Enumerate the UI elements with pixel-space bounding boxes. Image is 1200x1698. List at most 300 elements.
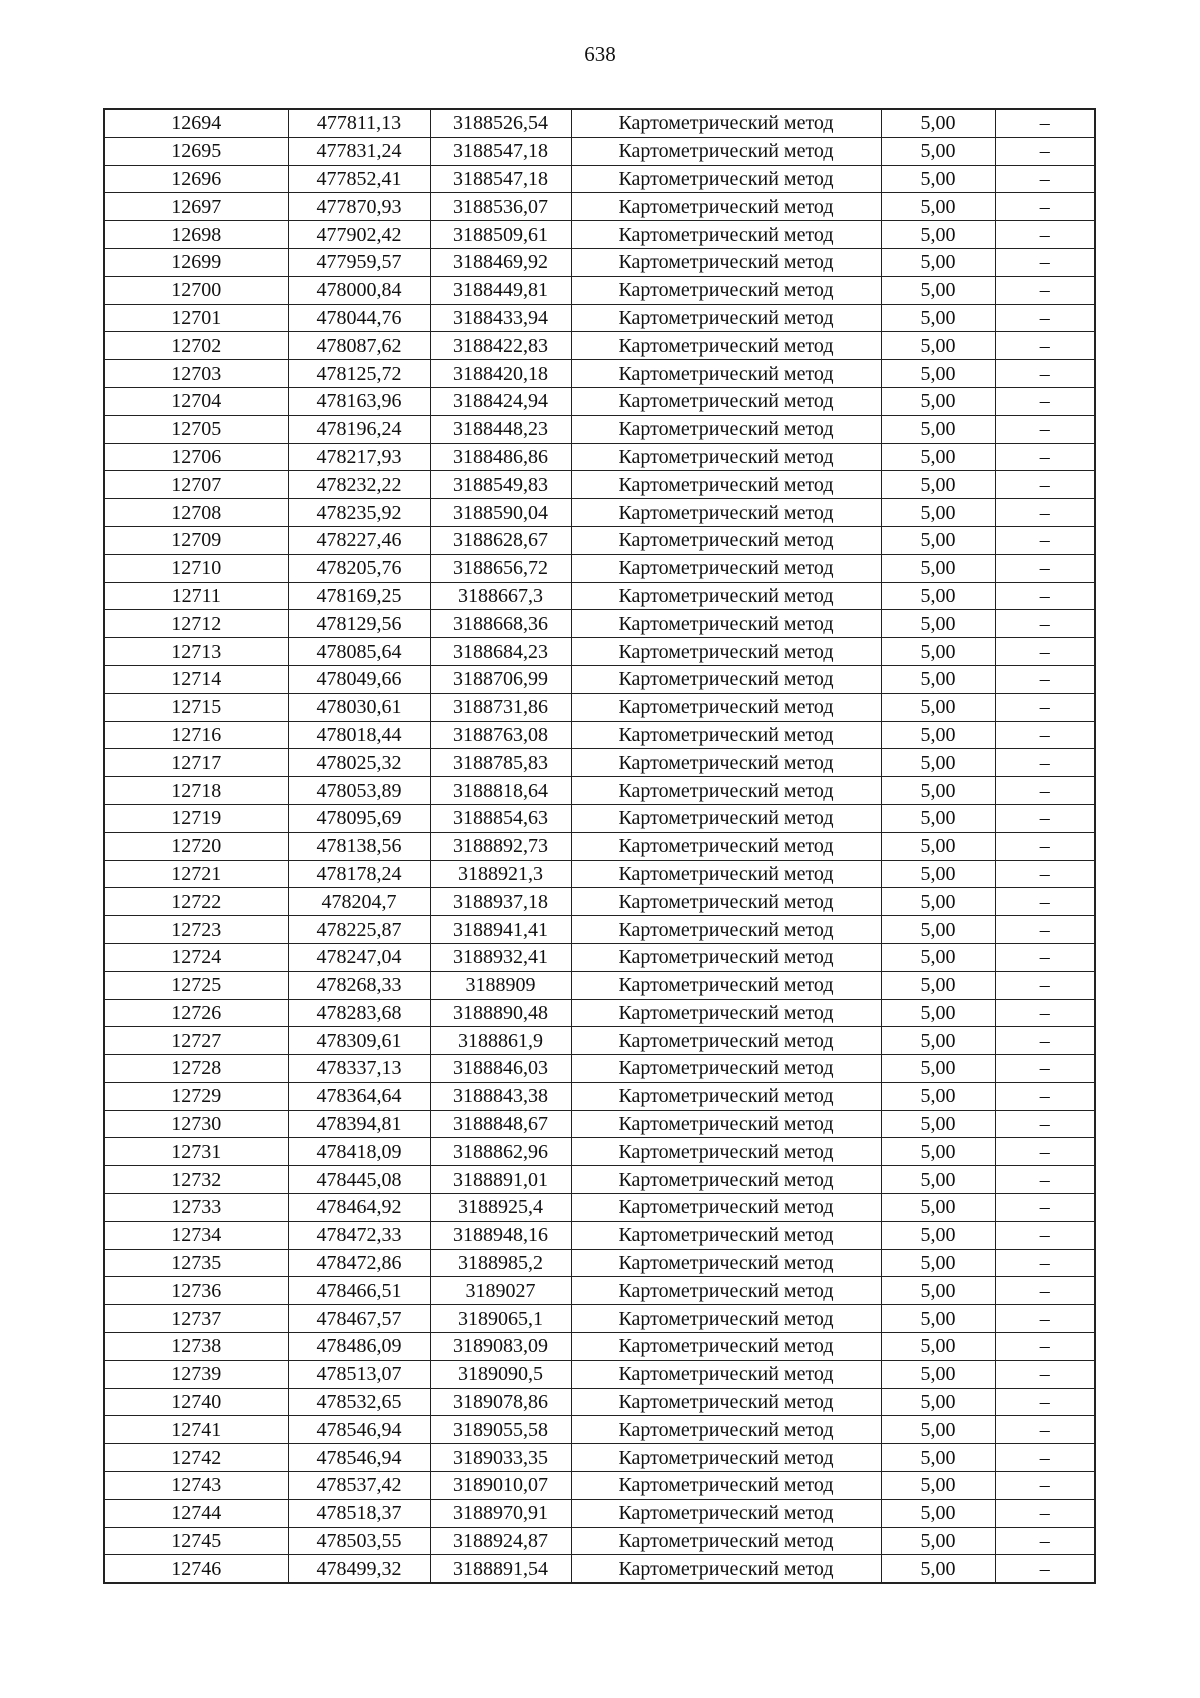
point-number-cell: 12734 <box>104 1221 288 1249</box>
note-cell: – <box>995 1499 1095 1527</box>
accuracy-cell: 5,00 <box>881 554 995 582</box>
accuracy-cell: 5,00 <box>881 1027 995 1055</box>
method-cell: Картометрический метод <box>571 499 881 527</box>
y-coordinate-cell: 3188948,16 <box>430 1221 571 1249</box>
accuracy-cell: 5,00 <box>881 443 995 471</box>
accuracy-cell: 5,00 <box>881 582 995 610</box>
y-coordinate-cell: 3188843,38 <box>430 1082 571 1110</box>
accuracy-cell: 5,00 <box>881 749 995 777</box>
method-cell: Картометрический метод <box>571 193 881 221</box>
x-coordinate-cell: 478247,04 <box>288 943 430 971</box>
method-cell: Картометрический метод <box>571 582 881 610</box>
note-cell: – <box>995 1221 1095 1249</box>
accuracy-cell: 5,00 <box>881 860 995 888</box>
point-number-cell: 12711 <box>104 582 288 610</box>
method-cell: Картометрический метод <box>571 526 881 554</box>
accuracy-cell: 5,00 <box>881 1555 995 1583</box>
x-coordinate-cell: 478125,72 <box>288 360 430 388</box>
point-number-cell: 12720 <box>104 832 288 860</box>
y-coordinate-cell: 3188921,3 <box>430 860 571 888</box>
accuracy-cell: 5,00 <box>881 916 995 944</box>
accuracy-cell: 5,00 <box>881 721 995 749</box>
method-cell: Картометрический метод <box>571 721 881 749</box>
accuracy-cell: 5,00 <box>881 1082 995 1110</box>
page-number: 638 <box>584 42 616 66</box>
y-coordinate-cell: 3188706,99 <box>430 665 571 693</box>
table-row <box>104 1166 1095 1194</box>
y-coordinate-cell: 3188763,08 <box>430 721 571 749</box>
accuracy-cell: 5,00 <box>881 1499 995 1527</box>
accuracy-cell: 5,00 <box>881 1249 995 1277</box>
point-number-cell: 12746 <box>104 1555 288 1583</box>
accuracy-cell: 5,00 <box>881 1416 995 1444</box>
point-number-cell: 12716 <box>104 721 288 749</box>
y-coordinate-cell: 3189083,09 <box>430 1333 571 1361</box>
note-cell: – <box>995 832 1095 860</box>
method-cell: Картометрический метод <box>571 471 881 499</box>
table-row <box>104 415 1095 443</box>
note-cell: – <box>995 610 1095 638</box>
x-coordinate-cell: 478532,65 <box>288 1388 430 1416</box>
note-cell: – <box>995 665 1095 693</box>
x-coordinate-cell: 477959,57 <box>288 248 430 276</box>
point-number-cell: 12742 <box>104 1444 288 1472</box>
y-coordinate-cell: 3189065,1 <box>430 1305 571 1333</box>
x-coordinate-cell: 478085,64 <box>288 638 430 666</box>
table-row <box>104 304 1095 332</box>
note-cell: – <box>995 638 1095 666</box>
x-coordinate-cell: 478464,92 <box>288 1194 430 1222</box>
x-coordinate-cell: 478025,32 <box>288 749 430 777</box>
note-cell: – <box>995 221 1095 249</box>
note-cell: – <box>995 693 1095 721</box>
table-row <box>104 638 1095 666</box>
y-coordinate-cell: 3188424,94 <box>430 387 571 415</box>
method-cell: Картометрический метод <box>571 165 881 193</box>
accuracy-cell: 5,00 <box>881 1221 995 1249</box>
x-coordinate-cell: 478227,46 <box>288 526 430 554</box>
accuracy-cell: 5,00 <box>881 693 995 721</box>
table-row <box>104 1527 1095 1555</box>
point-number-cell: 12705 <box>104 415 288 443</box>
method-cell: Картометрический метод <box>571 304 881 332</box>
note-cell: – <box>995 999 1095 1027</box>
accuracy-cell: 5,00 <box>881 360 995 388</box>
accuracy-cell: 5,00 <box>881 276 995 304</box>
x-coordinate-cell: 478364,64 <box>288 1082 430 1110</box>
y-coordinate-cell: 3188448,23 <box>430 415 571 443</box>
table-row <box>104 1138 1095 1166</box>
point-number-cell: 12719 <box>104 804 288 832</box>
point-number-cell: 12732 <box>104 1166 288 1194</box>
accuracy-cell: 5,00 <box>881 1305 995 1333</box>
table-row <box>104 943 1095 971</box>
accuracy-cell: 5,00 <box>881 221 995 249</box>
method-cell: Картометрический метод <box>571 610 881 638</box>
x-coordinate-cell: 478087,62 <box>288 332 430 360</box>
method-cell: Картометрический метод <box>571 1027 881 1055</box>
x-coordinate-cell: 478163,96 <box>288 387 430 415</box>
point-number-cell: 12722 <box>104 888 288 916</box>
accuracy-cell: 5,00 <box>881 665 995 693</box>
y-coordinate-cell: 3188526,54 <box>430 109 571 137</box>
point-number-cell: 12717 <box>104 749 288 777</box>
table-row <box>104 1305 1095 1333</box>
point-number-cell: 12709 <box>104 526 288 554</box>
y-coordinate-cell: 3188684,23 <box>430 638 571 666</box>
method-cell: Картометрический метод <box>571 749 881 777</box>
x-coordinate-cell: 478445,08 <box>288 1166 430 1194</box>
accuracy-cell: 5,00 <box>881 1388 995 1416</box>
table-row <box>104 916 1095 944</box>
note-cell: – <box>995 137 1095 165</box>
method-cell: Картометрический метод <box>571 1138 881 1166</box>
table-row <box>104 1360 1095 1388</box>
x-coordinate-cell: 477852,41 <box>288 165 430 193</box>
point-number-cell: 12707 <box>104 471 288 499</box>
note-cell: – <box>995 582 1095 610</box>
method-cell: Картометрический метод <box>571 443 881 471</box>
note-cell: – <box>995 860 1095 888</box>
y-coordinate-cell: 3189090,5 <box>430 1360 571 1388</box>
table-row <box>104 1472 1095 1500</box>
accuracy-cell: 5,00 <box>881 1360 995 1388</box>
x-coordinate-cell: 478217,93 <box>288 443 430 471</box>
point-number-cell: 12713 <box>104 638 288 666</box>
table-row <box>104 888 1095 916</box>
method-cell: Картометрический метод <box>571 1166 881 1194</box>
x-coordinate-cell: 478518,37 <box>288 1499 430 1527</box>
accuracy-cell: 5,00 <box>881 888 995 916</box>
table-row <box>104 360 1095 388</box>
note-cell: – <box>995 276 1095 304</box>
y-coordinate-cell: 3188420,18 <box>430 360 571 388</box>
table-row <box>104 777 1095 805</box>
note-cell: – <box>995 443 1095 471</box>
accuracy-cell: 5,00 <box>881 999 995 1027</box>
x-coordinate-cell: 478466,51 <box>288 1277 430 1305</box>
note-cell: – <box>995 248 1095 276</box>
accuracy-cell: 5,00 <box>881 610 995 638</box>
note-cell: – <box>995 1305 1095 1333</box>
accuracy-cell: 5,00 <box>881 804 995 832</box>
table-row <box>104 1416 1095 1444</box>
point-number-cell: 12708 <box>104 499 288 527</box>
point-number-cell: 12745 <box>104 1527 288 1555</box>
note-cell: – <box>995 554 1095 582</box>
table-row <box>104 1555 1095 1583</box>
table-row <box>104 1110 1095 1138</box>
note-cell: – <box>995 916 1095 944</box>
method-cell: Картометрический метод <box>571 1360 881 1388</box>
note-cell: – <box>995 1333 1095 1361</box>
note-cell: – <box>995 1138 1095 1166</box>
point-number-cell: 12726 <box>104 999 288 1027</box>
x-coordinate-cell: 478418,09 <box>288 1138 430 1166</box>
x-coordinate-cell: 478467,57 <box>288 1305 430 1333</box>
y-coordinate-cell: 3188785,83 <box>430 749 571 777</box>
note-cell: – <box>995 471 1095 499</box>
method-cell: Картометрический метод <box>571 860 881 888</box>
table-row <box>104 526 1095 554</box>
table-row <box>104 137 1095 165</box>
accuracy-cell: 5,00 <box>881 638 995 666</box>
accuracy-cell: 5,00 <box>881 137 995 165</box>
y-coordinate-cell: 3188486,86 <box>430 443 571 471</box>
method-cell: Картометрический метод <box>571 1527 881 1555</box>
method-cell: Картометрический метод <box>571 1472 881 1500</box>
y-coordinate-cell: 3188846,03 <box>430 1055 571 1083</box>
note-cell: – <box>995 499 1095 527</box>
point-number-cell: 12706 <box>104 443 288 471</box>
y-coordinate-cell: 3188854,63 <box>430 804 571 832</box>
method-cell: Картометрический метод <box>571 248 881 276</box>
method-cell: Картометрический метод <box>571 1221 881 1249</box>
y-coordinate-cell: 3188892,73 <box>430 832 571 860</box>
note-cell: – <box>995 749 1095 777</box>
method-cell: Картометрический метод <box>571 554 881 582</box>
method-cell: Картометрический метод <box>571 1416 881 1444</box>
method-cell: Картометрический метод <box>571 1249 881 1277</box>
table-row <box>104 1194 1095 1222</box>
method-cell: Картометрический метод <box>571 221 881 249</box>
method-cell: Картометрический метод <box>571 276 881 304</box>
note-cell: – <box>995 1444 1095 1472</box>
accuracy-cell: 5,00 <box>881 1138 995 1166</box>
table-row <box>104 1277 1095 1305</box>
table-row <box>104 1055 1095 1083</box>
x-coordinate-cell: 478472,33 <box>288 1221 430 1249</box>
table-row <box>104 832 1095 860</box>
point-number-cell: 12694 <box>104 109 288 137</box>
x-coordinate-cell: 478503,55 <box>288 1527 430 1555</box>
x-coordinate-cell: 478095,69 <box>288 804 430 832</box>
x-coordinate-cell: 478546,94 <box>288 1416 430 1444</box>
method-cell: Картометрический метод <box>571 1194 881 1222</box>
point-number-cell: 12712 <box>104 610 288 638</box>
table-row <box>104 971 1095 999</box>
x-coordinate-cell: 478499,32 <box>288 1555 430 1583</box>
point-number-cell: 12730 <box>104 1110 288 1138</box>
point-number-cell: 12703 <box>104 360 288 388</box>
y-coordinate-cell: 3188731,86 <box>430 693 571 721</box>
method-cell: Картометрический метод <box>571 1110 881 1138</box>
table-row <box>104 1082 1095 1110</box>
table-row <box>104 471 1095 499</box>
x-coordinate-cell: 478486,09 <box>288 1333 430 1361</box>
coordinates-table <box>103 108 1096 1584</box>
accuracy-cell: 5,00 <box>881 1472 995 1500</box>
method-cell: Картометрический метод <box>571 888 881 916</box>
note-cell: – <box>995 804 1095 832</box>
method-cell: Картометрический метод <box>571 1305 881 1333</box>
note-cell: – <box>995 777 1095 805</box>
point-number-cell: 12714 <box>104 665 288 693</box>
y-coordinate-cell: 3188861,9 <box>430 1027 571 1055</box>
method-cell: Картометрический метод <box>571 971 881 999</box>
method-cell: Картометрический метод <box>571 332 881 360</box>
table-row <box>104 248 1095 276</box>
table-row <box>104 443 1095 471</box>
y-coordinate-cell: 3188547,18 <box>430 137 571 165</box>
method-cell: Картометрический метод <box>571 1388 881 1416</box>
note-cell: – <box>995 360 1095 388</box>
accuracy-cell: 5,00 <box>881 526 995 554</box>
accuracy-cell: 5,00 <box>881 1055 995 1083</box>
point-number-cell: 12735 <box>104 1249 288 1277</box>
point-number-cell: 12743 <box>104 1472 288 1500</box>
y-coordinate-cell: 3188549,83 <box>430 471 571 499</box>
note-cell: – <box>995 1082 1095 1110</box>
table-row <box>104 387 1095 415</box>
table-row <box>104 193 1095 221</box>
y-coordinate-cell: 3188422,83 <box>430 332 571 360</box>
method-cell: Картометрический метод <box>571 638 881 666</box>
table-row <box>104 1027 1095 1055</box>
accuracy-cell: 5,00 <box>881 165 995 193</box>
point-number-cell: 12710 <box>104 554 288 582</box>
table-row <box>104 749 1095 777</box>
y-coordinate-cell: 3188433,94 <box>430 304 571 332</box>
note-cell: – <box>995 193 1095 221</box>
method-cell: Картометрический метод <box>571 1055 881 1083</box>
accuracy-cell: 5,00 <box>881 1444 995 1472</box>
point-number-cell: 12698 <box>104 221 288 249</box>
table-row <box>104 276 1095 304</box>
method-cell: Картометрический метод <box>571 1499 881 1527</box>
x-coordinate-cell: 478235,92 <box>288 499 430 527</box>
point-number-cell: 12739 <box>104 1360 288 1388</box>
point-number-cell: 12725 <box>104 971 288 999</box>
note-cell: – <box>995 332 1095 360</box>
accuracy-cell: 5,00 <box>881 1277 995 1305</box>
point-number-cell: 12699 <box>104 248 288 276</box>
x-coordinate-cell: 478205,76 <box>288 554 430 582</box>
x-coordinate-cell: 478178,24 <box>288 860 430 888</box>
method-cell: Картометрический метод <box>571 415 881 443</box>
y-coordinate-cell: 3188818,64 <box>430 777 571 805</box>
y-coordinate-cell: 3188667,3 <box>430 582 571 610</box>
x-coordinate-cell: 478030,61 <box>288 693 430 721</box>
accuracy-cell: 5,00 <box>881 248 995 276</box>
table-row <box>104 610 1095 638</box>
note-cell: – <box>995 1110 1095 1138</box>
table-row <box>104 693 1095 721</box>
x-coordinate-cell: 477870,93 <box>288 193 430 221</box>
method-cell: Картометрический метод <box>571 109 881 137</box>
y-coordinate-cell: 3189078,86 <box>430 1388 571 1416</box>
note-cell: – <box>995 888 1095 916</box>
x-coordinate-cell: 478044,76 <box>288 304 430 332</box>
accuracy-cell: 5,00 <box>881 1110 995 1138</box>
method-cell: Картометрический метод <box>571 665 881 693</box>
x-coordinate-cell: 478232,22 <box>288 471 430 499</box>
method-cell: Картометрический метод <box>571 1555 881 1583</box>
table-row <box>104 860 1095 888</box>
y-coordinate-cell: 3188985,2 <box>430 1249 571 1277</box>
y-coordinate-cell: 3188937,18 <box>430 888 571 916</box>
y-coordinate-cell: 3188862,96 <box>430 1138 571 1166</box>
accuracy-cell: 5,00 <box>881 832 995 860</box>
accuracy-cell: 5,00 <box>881 332 995 360</box>
y-coordinate-cell: 3188941,41 <box>430 916 571 944</box>
table-row <box>104 1499 1095 1527</box>
method-cell: Картометрический метод <box>571 137 881 165</box>
table-row <box>104 165 1095 193</box>
note-cell: – <box>995 1055 1095 1083</box>
table-row <box>104 109 1095 137</box>
point-number-cell: 12697 <box>104 193 288 221</box>
y-coordinate-cell: 3188668,36 <box>430 610 571 638</box>
y-coordinate-cell: 3189055,58 <box>430 1416 571 1444</box>
point-number-cell: 12740 <box>104 1388 288 1416</box>
accuracy-cell: 5,00 <box>881 415 995 443</box>
y-coordinate-cell: 3188970,91 <box>430 1499 571 1527</box>
x-coordinate-cell: 478513,07 <box>288 1360 430 1388</box>
y-coordinate-cell: 3189027 <box>430 1277 571 1305</box>
point-number-cell: 12723 <box>104 916 288 944</box>
accuracy-cell: 5,00 <box>881 471 995 499</box>
method-cell: Картометрический метод <box>571 943 881 971</box>
point-number-cell: 12744 <box>104 1499 288 1527</box>
point-number-cell: 12729 <box>104 1082 288 1110</box>
point-number-cell: 12721 <box>104 860 288 888</box>
table-row <box>104 554 1095 582</box>
method-cell: Картометрический метод <box>571 916 881 944</box>
accuracy-cell: 5,00 <box>881 971 995 999</box>
note-cell: – <box>995 1027 1095 1055</box>
accuracy-cell: 5,00 <box>881 387 995 415</box>
point-number-cell: 12728 <box>104 1055 288 1083</box>
table-row <box>104 1444 1095 1472</box>
point-number-cell: 12715 <box>104 693 288 721</box>
table-row <box>104 1333 1095 1361</box>
x-coordinate-cell: 478138,56 <box>288 832 430 860</box>
y-coordinate-cell: 3188890,48 <box>430 999 571 1027</box>
point-number-cell: 12736 <box>104 1277 288 1305</box>
method-cell: Картометрический метод <box>571 387 881 415</box>
accuracy-cell: 5,00 <box>881 1166 995 1194</box>
note-cell: – <box>995 1527 1095 1555</box>
y-coordinate-cell: 3189010,07 <box>430 1472 571 1500</box>
method-cell: Картометрический метод <box>571 804 881 832</box>
accuracy-cell: 5,00 <box>881 304 995 332</box>
table-row <box>104 332 1095 360</box>
y-coordinate-cell: 3188932,41 <box>430 943 571 971</box>
note-cell: – <box>995 1388 1095 1416</box>
accuracy-cell: 5,00 <box>881 193 995 221</box>
note-cell: – <box>995 1277 1095 1305</box>
y-coordinate-cell: 3188909 <box>430 971 571 999</box>
y-coordinate-cell: 3188547,18 <box>430 165 571 193</box>
method-cell: Картометрический метод <box>571 832 881 860</box>
accuracy-cell: 5,00 <box>881 499 995 527</box>
point-number-cell: 12731 <box>104 1138 288 1166</box>
x-coordinate-cell: 478283,68 <box>288 999 430 1027</box>
note-cell: – <box>995 1194 1095 1222</box>
x-coordinate-cell: 478169,25 <box>288 582 430 610</box>
note-cell: – <box>995 971 1095 999</box>
note-cell: – <box>995 304 1095 332</box>
x-coordinate-cell: 478000,84 <box>288 276 430 304</box>
method-cell: Картометрический метод <box>571 1333 881 1361</box>
accuracy-cell: 5,00 <box>881 777 995 805</box>
x-coordinate-cell: 478204,7 <box>288 888 430 916</box>
x-coordinate-cell: 478309,61 <box>288 1027 430 1055</box>
x-coordinate-cell: 478196,24 <box>288 415 430 443</box>
note-cell: – <box>995 109 1095 137</box>
y-coordinate-cell: 3188536,07 <box>430 193 571 221</box>
